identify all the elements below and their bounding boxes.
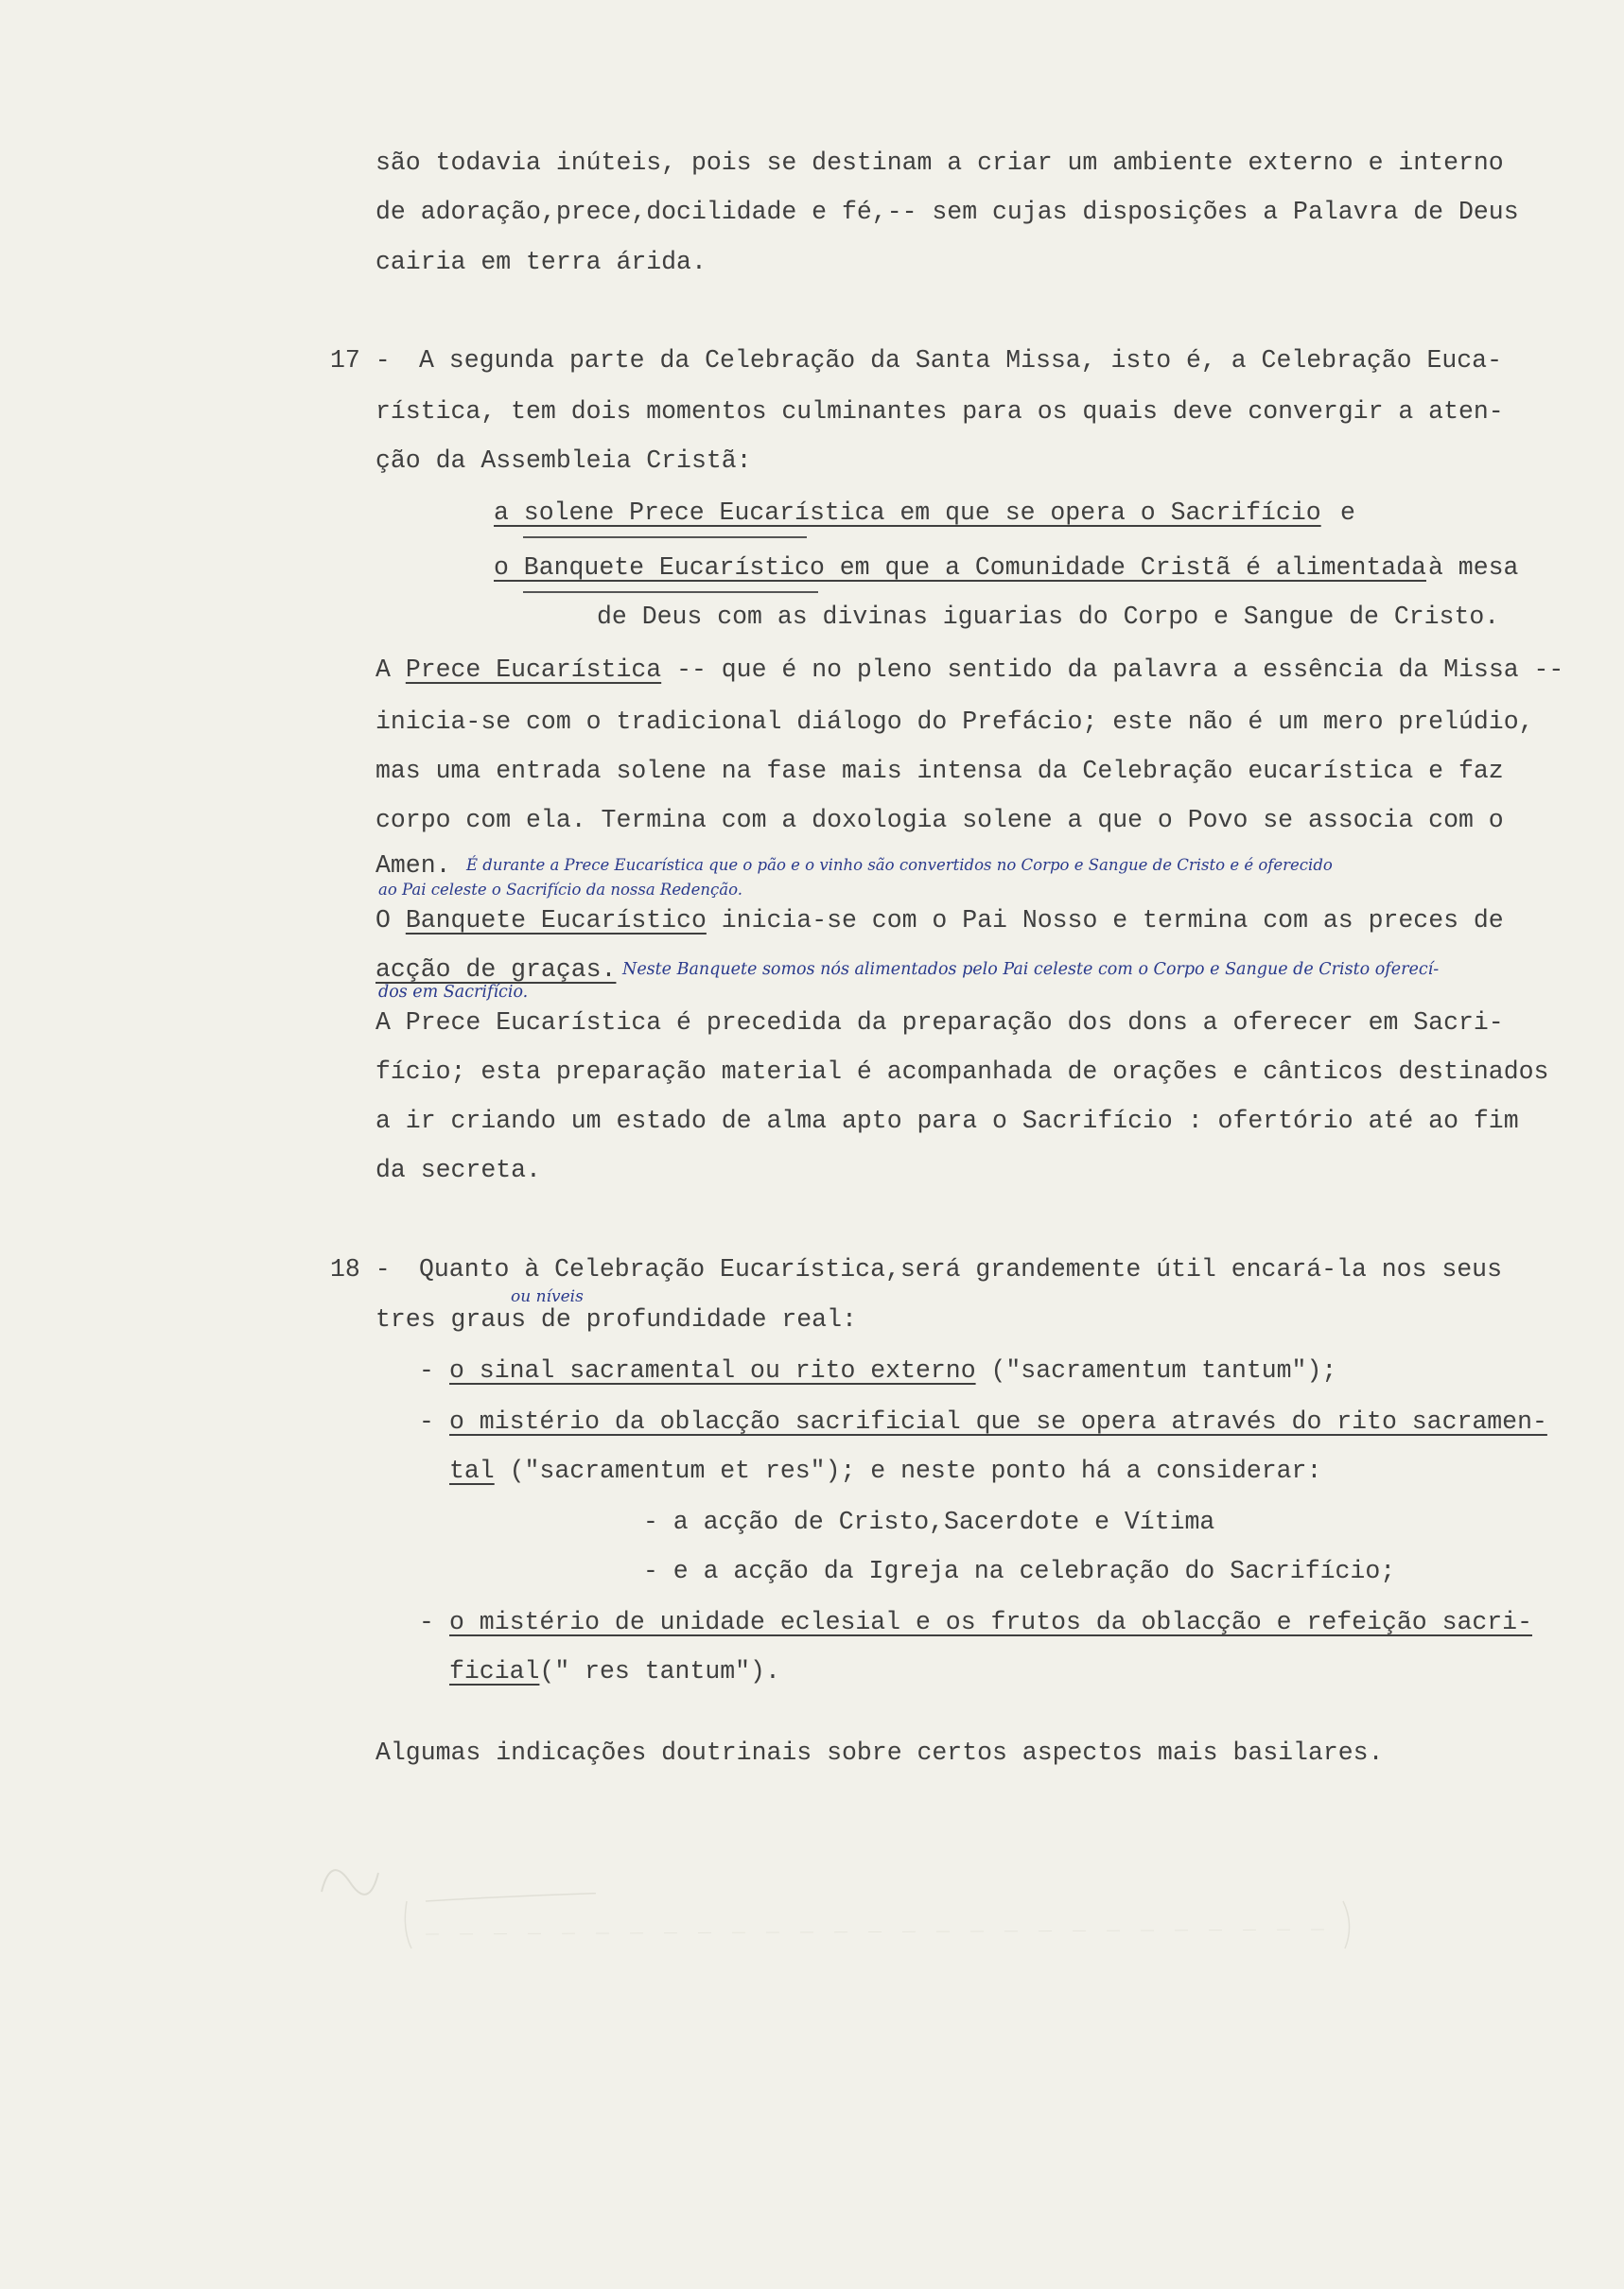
sub-item: - e a acção da Igreja na celebração do Sacrifício;	[643, 1557, 1396, 1585]
banquete-line: O Banquete Eucarístico inicia-se com o Pai Nosso e termina com as preces de	[375, 906, 1504, 935]
double-underline	[523, 591, 818, 593]
intro-line: cairia em terra árida.	[375, 248, 707, 276]
bullet-dash: -	[419, 1608, 434, 1636]
prece-line: corpo com ela. Termina com a doxologia solene a que o Povo se associa com o	[375, 806, 1504, 834]
amen-text: Amen.	[375, 851, 451, 880]
double-underline	[523, 536, 807, 538]
sub-item: - a acção de Cristo,Sacerdote e Vítima	[643, 1508, 1215, 1536]
handwritten-note: É durante a Prece Eucarística que o pão e o vinho são convertidos no Corpo e Sangue de Cristo e é oferecido	[466, 856, 1333, 874]
preparation-line: fício; esta preparação material é acompanhada de orações e cânticos destinados	[375, 1057, 1549, 1086]
preparation-line: a ir criando um estado de alma apto para o Sacrifício : ofertório até ao fim	[375, 1107, 1519, 1135]
bullet-item: o mistério da oblacção sacrificial que se opera através do rito sacramen-	[449, 1407, 1547, 1436]
bullet-item: ficial(" res tantum").	[449, 1657, 780, 1686]
section-17-number: 17 -	[330, 346, 391, 375]
prece-line: inicia-se com o tradicional diálogo do Prefácio; este não é um mero prelúdio,	[375, 708, 1534, 736]
faint-pencil-mark	[397, 1882, 1362, 1967]
moment-banquete: o Banquete Eucarístico em que a Comunidade Cristã é alimentada	[494, 553, 1426, 582]
section-17-line: A segunda parte da Celebração da Santa Missa, isto é, a Celebração Euca-	[419, 346, 1502, 375]
handwritten-note: ao Pai celeste o Sacrifício da nossa Redenção.	[378, 881, 743, 899]
handwritten-note: dos em Sacrifício.	[378, 983, 529, 1002]
bullet-item: o mistério de unidade eclesial e os frutos da oblacção e refeição sacri-	[449, 1608, 1532, 1636]
moment-banquete-cont: de Deus com as divinas iguarias do Corpo e Sangue de Cristo.	[597, 603, 1500, 631]
handwritten-note: Neste Banquete somos nós alimentados pelo Pai celeste com o Corpo e Sangue de Cristo oferecí-	[622, 960, 1440, 979]
section-18-line: Quanto à Celebração Eucarística,será grandemente útil encará-la nos seus	[419, 1255, 1502, 1284]
preparation-line: da secreta.	[375, 1156, 541, 1184]
bullet-item: tal ("sacramentum et res"); e neste ponto há a considerar:	[449, 1457, 1322, 1485]
intro-line: são todavia inúteis, pois se destinam a criar um ambiente externo e interno	[375, 149, 1504, 177]
closing-line: Algumas indicações doutrinais sobre certos aspectos mais basilares.	[375, 1739, 1384, 1767]
intro-line: de adoração,prece,docilidade e fé,-- sem cujas disposições a Palavra de Deus	[375, 198, 1519, 226]
section-18-line: tres graus de profundidade real:	[375, 1305, 857, 1334]
section-17-line: ção da Assembleia Cristã:	[375, 446, 752, 475]
bullet-dash: -	[419, 1356, 434, 1385]
bullet-item: o sinal sacramental ou rito externo ("sacramentum tantum");	[449, 1356, 1337, 1385]
moment-banquete-end: à mesa	[1428, 553, 1519, 582]
section-17-line: rística, tem dois momentos culminantes para os quais deve convergir a aten-	[375, 397, 1504, 426]
preparation-line: A Prece Eucarística é precedida da preparação dos dons a oferecer em Sacri-	[375, 1008, 1504, 1037]
moment-prece: a solene Prece Eucarística em que se opera o Sacrifício	[494, 498, 1321, 527]
prece-line: A Prece Eucarística -- que é no pleno sentido da palavra a essência da Missa --	[375, 655, 1564, 684]
banquete-line: acção de graças.	[375, 955, 617, 984]
prece-line: mas uma entrada solene na fase mais intensa da Celebração eucarística e faz	[375, 757, 1504, 785]
moment-prece-end: e	[1340, 498, 1355, 527]
handwritten-insertion: ou níveis	[511, 1287, 584, 1306]
section-18-number: 18 -	[330, 1255, 391, 1284]
bullet-dash: -	[419, 1407, 434, 1436]
